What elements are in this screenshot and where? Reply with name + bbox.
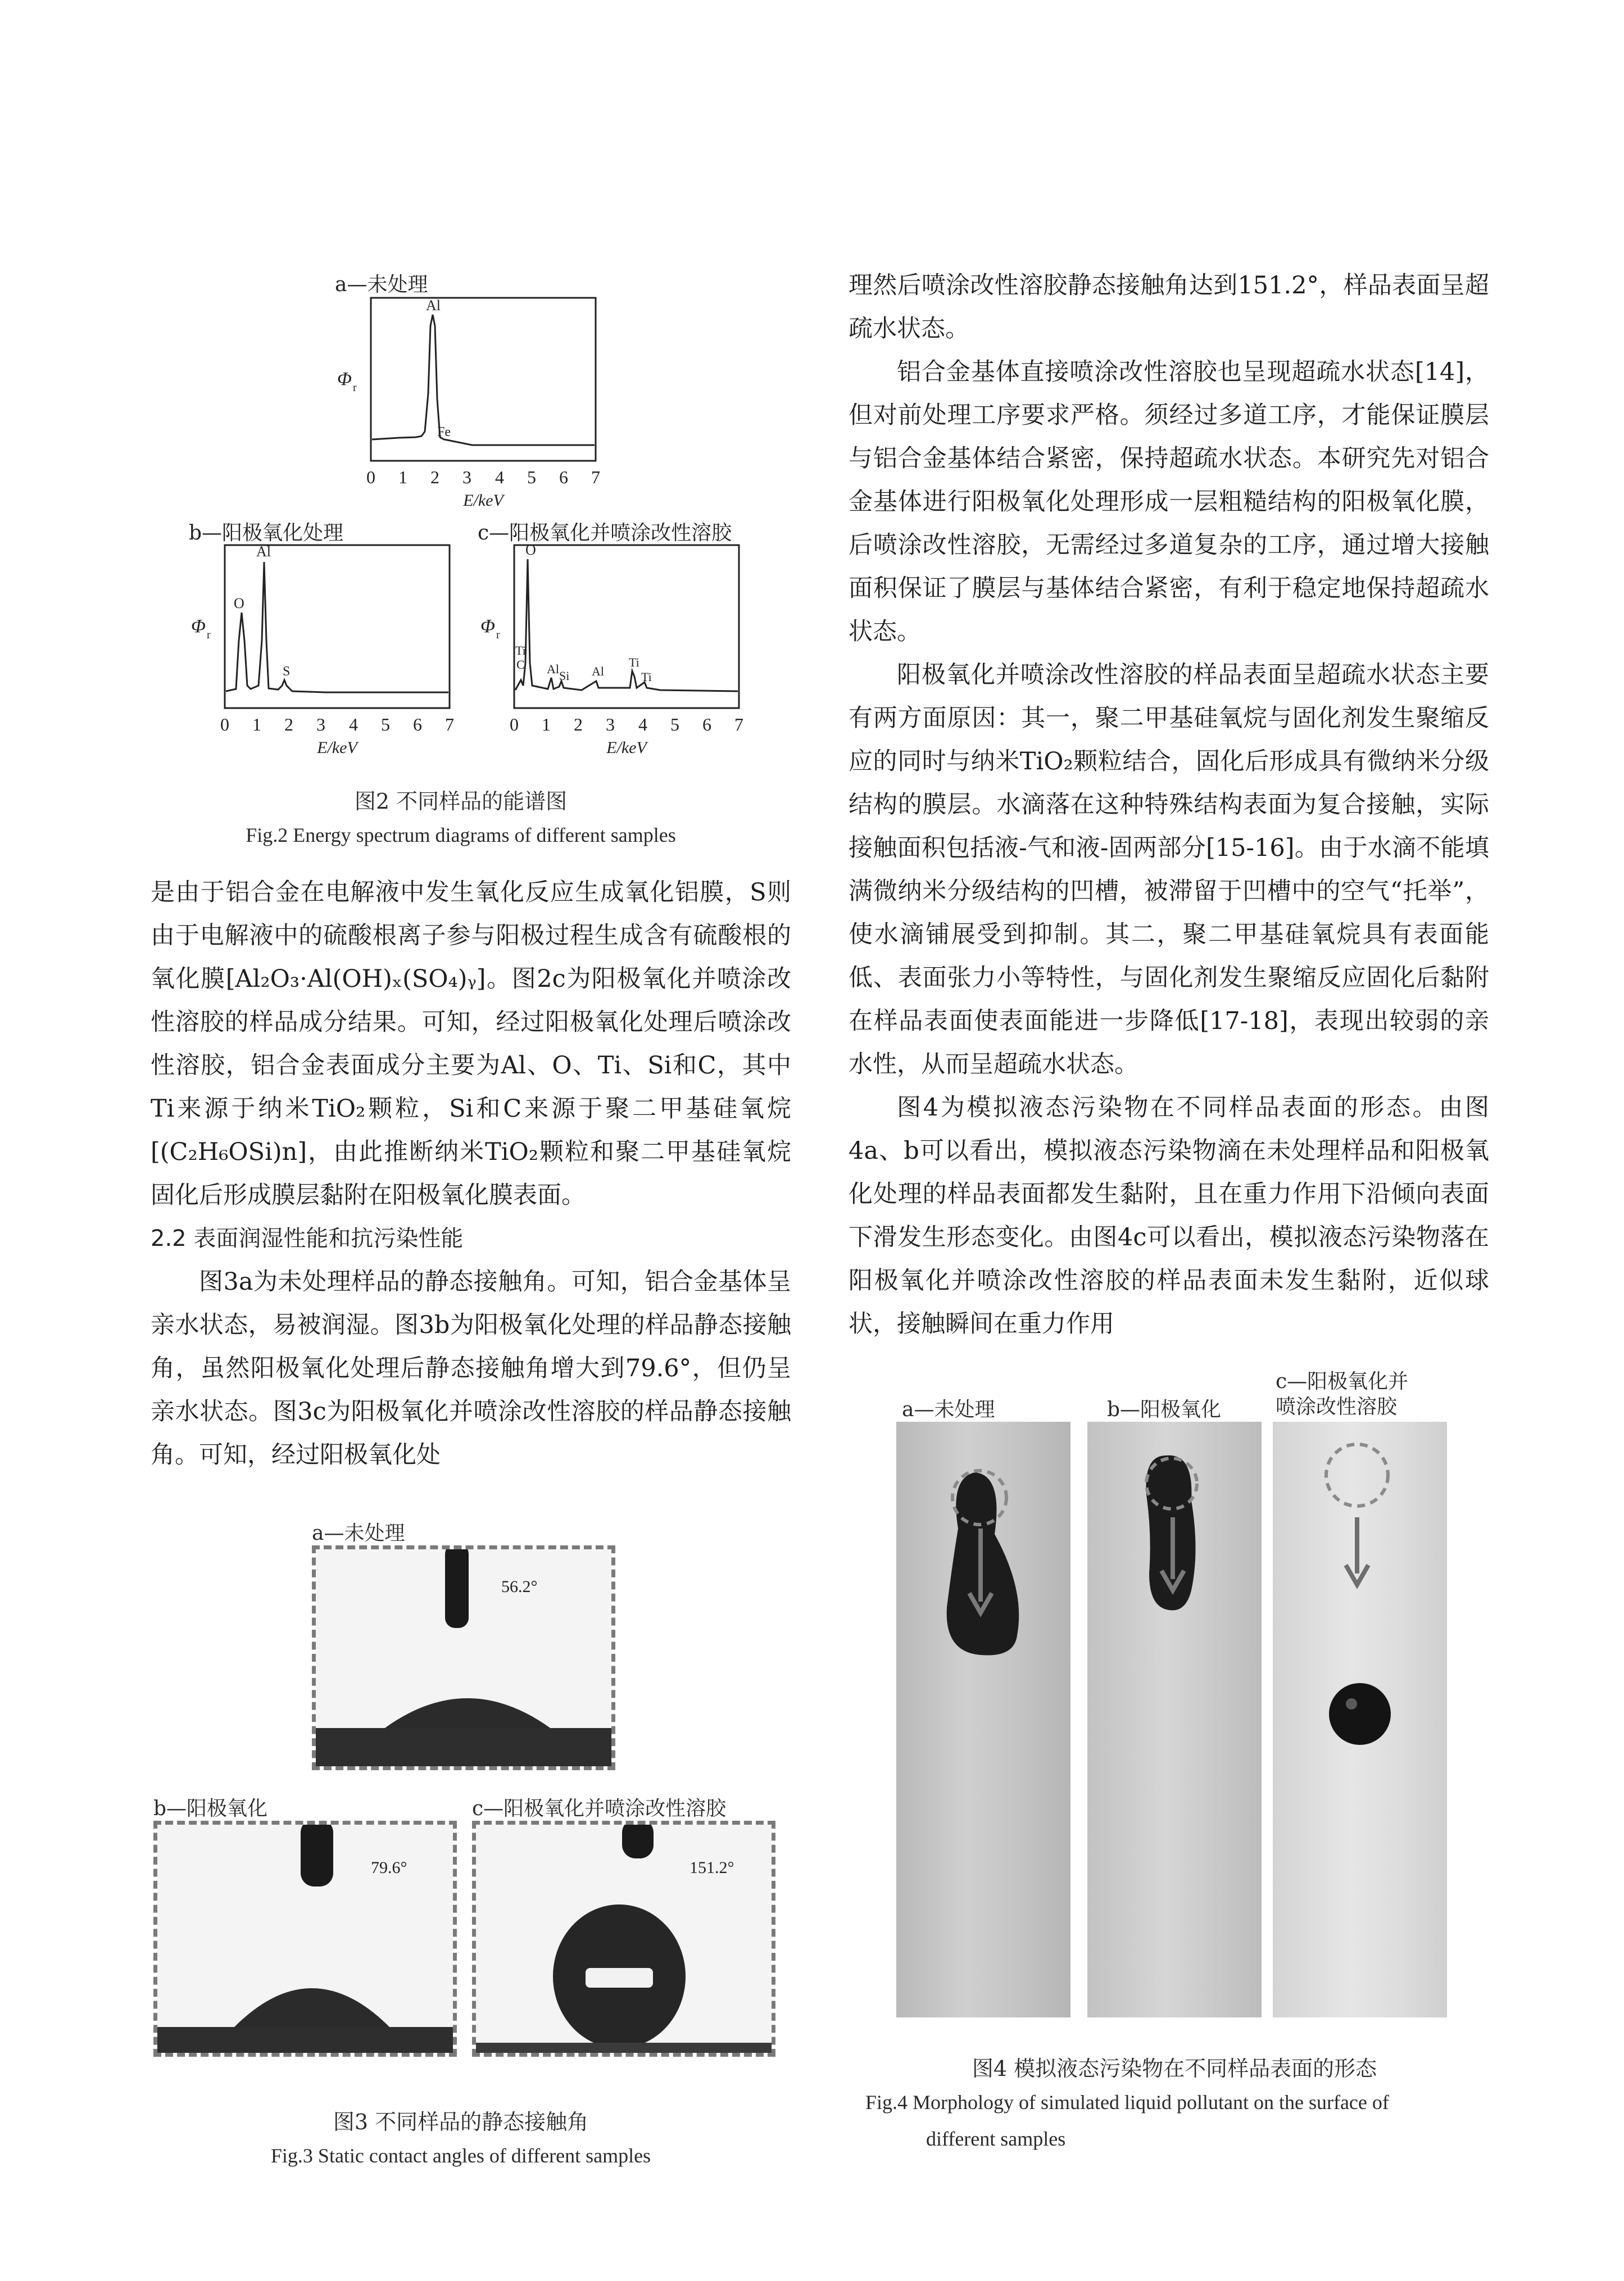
fig2-c-xtick-7: 7 — [734, 714, 743, 734]
fig2-c-xlabel: E/keV — [606, 738, 647, 757]
fig3-c-substrate — [476, 2043, 775, 2057]
fig2-c-xtick-0: 0 — [510, 714, 519, 734]
fig2-a-peak-fe: Fe — [437, 425, 451, 439]
fig4-a-photo — [896, 1422, 1070, 2017]
fig2-b-xtick-5: 5 — [381, 714, 390, 734]
fig3-c-photo — [472, 1821, 775, 2057]
fig2-b-spectrum — [226, 562, 448, 692]
right-paragraph-2: 阳极氧化并喷涂改性溶胶的样品表面呈超疏水状态主要有两方面原因：其一，聚二甲基硅氧烷与固化剂发生聚缩反应的同时与纳米TiO₂颗粒结合，固化后形成具有微纳米分级结构的膜层。水滴落在这种特殊结构表面为复合接触，实际接触面积包括液-气和液-固两部分[15-16]。由于水滴不能填满微纳米分级结构的凹槽，被滞留于凹槽中的空气“托举”，使水滴铺展受到抑制。其二，聚二甲基硅氧烷具有表面能低、表面张力小等特性，与固化剂发生聚缩反应固化后黏附在样品表面使表面能进一步降低[17-18]，表现出较弱的亲水性，从而呈超疏水状态。 — [849, 661, 1489, 1078]
fig3-a-droplet-image — [316, 1549, 615, 1770]
fig2-b-peak-o: O — [234, 595, 244, 611]
fig2-c-xtick-3: 3 — [606, 714, 615, 734]
fig3-caption-en: Fig.3 Static contact angles of different samples — [270, 2144, 651, 2167]
fig2-a-xticks — [366, 467, 600, 487]
fig2-panel-a-chart — [326, 281, 618, 511]
fig2-c-xtick-2: 2 — [574, 714, 583, 734]
fig2-a-xtick-2: 2 — [430, 467, 439, 487]
left-column-text — [151, 871, 791, 1477]
fig3-b-label: b—阳极氧化 — [153, 1797, 268, 1820]
fig3-c-angle: 151.2° — [689, 1858, 734, 1877]
fig3-b-needle — [301, 1825, 333, 1887]
fig2-b-xlabel: E/keV — [317, 738, 357, 757]
fig3-c-droplet-highlight — [586, 1968, 653, 1988]
fig2-a-xtick-4: 4 — [495, 467, 504, 487]
fig2-a-xtick-0: 0 — [366, 467, 375, 487]
fig2-a-xlabel: E/keV — [463, 491, 503, 510]
fig3-a-angle: 56.2° — [501, 1577, 538, 1596]
fig2-panel-c-label: c—阳极氧化并喷涂改性溶胶 — [478, 521, 732, 545]
fig4-c-label-line1: c—阳极氧化并 — [1276, 1370, 1409, 1393]
fig3-a-photo — [312, 1545, 615, 1770]
fig4-b-label: b—阳极氧化 — [1107, 1398, 1222, 1421]
fig2-caption-cn: 图2 不同样品的能谱图 — [354, 789, 568, 814]
fig2-panel-a-label: a—未处理 — [335, 273, 428, 296]
fig2-a-ylabel: Φ — [337, 369, 352, 389]
fig2-c-ylabel: Φ — [480, 616, 495, 637]
fig2-b-xtick-0: 0 — [220, 714, 229, 734]
fig2-b-ylabel-sub: r — [207, 629, 211, 641]
fig3-b-droplet-image — [157, 1825, 457, 2057]
fig4-a-label: a—未处理 — [902, 1398, 995, 1421]
fig2-panel-c-chart — [469, 528, 761, 759]
fig2-c-peak-ti-1: Ti — [515, 643, 526, 657]
left-paragraph-2: 图3a为未处理样品的静态接触角。可知，铝合金基体呈亲水状态，易被润湿。图3b为阳极氧化处理的样品静态接触角，虽然阳极氧化处理后静态接触角增大到79.6°，但仍呈亲水状态。图3c为阳极氧化并喷涂改性溶胶的样品静态接触角。可知，经过阳极氧化处 — [151, 1268, 791, 1469]
fig4-c-pollutant-droplet — [1329, 1683, 1391, 1745]
fig3-c-needle — [622, 1825, 654, 1858]
fig2-c-ylabel-sub: r — [496, 629, 500, 641]
fig4-c-label-line2: 喷涂改性溶胶 — [1276, 1395, 1398, 1418]
fig2-caption-en: Fig.2 Energy spectrum diagrams of different samples — [246, 824, 676, 846]
fig2-a-peak-al: Al — [426, 297, 441, 314]
fig2-b-peak-al: Al — [256, 543, 271, 560]
fig3-b-angle: 79.6° — [371, 1858, 407, 1877]
fig2-c-peak-ti-3: Ti — [641, 670, 652, 684]
fig2-c-xticks — [510, 714, 743, 734]
fig2-a-xtick-3: 3 — [462, 467, 471, 487]
fig2-b-xtick-3: 3 — [316, 714, 325, 734]
fig2-b-xticks — [220, 714, 454, 734]
fig2-b-xtick-7: 7 — [445, 714, 454, 734]
fig2-c-xtick-1: 1 — [542, 714, 551, 734]
fig2-c-peak-c: C — [516, 657, 525, 672]
fig3-a-label: a—未处理 — [312, 1522, 405, 1545]
fig2-panel-b-chart — [180, 528, 472, 759]
fig2-a-spectrum — [372, 315, 595, 445]
left-paragraph-1: 是由于铝合金在电解液中发生氧化反应生成氧化铝膜，S则由于电解液中的硫酸根离子参与阳极过程生成含有硫酸根的氧化膜[Al₂O₃·Al(OH)ₓ(SO₄)ᵧ]。图2c为阳极氧化并喷涂改性溶胶的样品成分结果。可知，经过阳极氧化处理后喷涂改性溶胶，铝合金表面成分主要为Al、O、Ti、Si和C，其中Ti来源于纳米TiO₂颗粒，Si和C来源于聚二甲基硅氧烷[(C₂H₆OSi)n]，由此推断纳米TiO₂颗粒和聚二甲基硅氧烷固化后形成膜层黏附在阳极氧化膜表面。 — [151, 878, 791, 1209]
section-heading: 2.2 表面润湿性能和抗污染性能 — [151, 1226, 464, 1251]
fig2-b-xtick-6: 6 — [413, 714, 422, 734]
fig2-c-xtick-6: 6 — [702, 714, 711, 734]
fig2-a-xtick-7: 7 — [591, 467, 600, 487]
fig4-c-photo — [1273, 1422, 1447, 2017]
fig4-caption-en-line1: Fig.4 Morphology of simulated liquid pollutant on the surface of — [865, 2091, 1389, 2114]
right-paragraph-0: 理然后喷涂改性溶胶静态接触角达到151.2°，样品表面呈超疏水状态。 — [849, 271, 1489, 343]
fig2-a-ylabel-sub: r — [353, 382, 357, 394]
fig2-b-peak-s: S — [283, 664, 291, 679]
fig2-b-xtick-2: 2 — [284, 714, 293, 734]
right-column-text — [849, 264, 1489, 1346]
fig2-b-xtick-1: 1 — [252, 714, 261, 734]
fig2-c-peak-ti-2: Ti — [629, 655, 639, 669]
fig2-c-peak-si: Si — [559, 669, 570, 683]
fig2-b-ylabel: Φ — [191, 616, 206, 637]
fig2-a-xtick-5: 5 — [527, 467, 536, 487]
fig3-b-substrate — [157, 2027, 457, 2057]
fig2-b-xtick-4: 4 — [349, 714, 358, 734]
fig4-caption-cn: 图4 模拟液态污染物在不同样品表面的形态 — [972, 2056, 1377, 2081]
fig2-a-xtick-1: 1 — [398, 467, 407, 487]
fig3-a-needle — [445, 1549, 469, 1628]
fig2-c-peak-al-1: Al — [547, 662, 559, 676]
fig2-a-xtick-6: 6 — [559, 467, 568, 487]
fig3-b-photo — [153, 1821, 457, 2057]
fig2-c-xtick-5: 5 — [670, 714, 679, 734]
right-paragraph-3: 图4为模拟液态污染物在不同样品表面的形态。由图4a、b可以看出，模拟液态污染物滴在未处理样品和阳极氧化处理的样品表面都发生黏附，且在重力作用下沿倾向表面下滑发生形态变化。由图4c可以看出，模拟液态污染物落在阳极氧化并喷涂改性溶胶的样品表面未发生黏附，近似球状，接触瞬间在重力作用 — [849, 1094, 1489, 1338]
fig4-c-droplet-highlight — [1346, 1698, 1357, 1709]
right-paragraph-1: 铝合金基体直接喷涂改性溶胶也呈现超疏水状态[14]，但对前处理工序要求严格。须经过多道工序，才能保证膜层与铝合金基体结合紧密，保持超疏水状态。本研究先对铝合金基体进行阳极氧化处理形成一层粗糙结构的阳极氧化膜，后喷涂改性溶胶，无需经过多道复杂的工序，通过增大接触面积保证了膜层与基体结合紧密，有利于稳定地保持超疏水状态。 — [849, 358, 1489, 646]
fig3-a-substrate — [316, 1728, 615, 1770]
fig2-panel-b-label: b—阳极氧化处理 — [189, 521, 344, 545]
fig4-b-photo — [1087, 1422, 1262, 2017]
fig2-c-peak-al-2: Al — [592, 664, 604, 678]
fig3-caption-cn: 图3 不同样品的静态接触角 — [333, 2110, 589, 2134]
fig4-caption-en-line2: different samples — [926, 2128, 1066, 2150]
fig2-c-xtick-4: 4 — [638, 714, 647, 734]
fig4-c-origin-marker — [1326, 1444, 1388, 1506]
fig3-c-label: c—阳极氧化并喷涂改性溶胶 — [472, 1797, 727, 1820]
fig2-c-peak-o: O — [525, 542, 536, 558]
